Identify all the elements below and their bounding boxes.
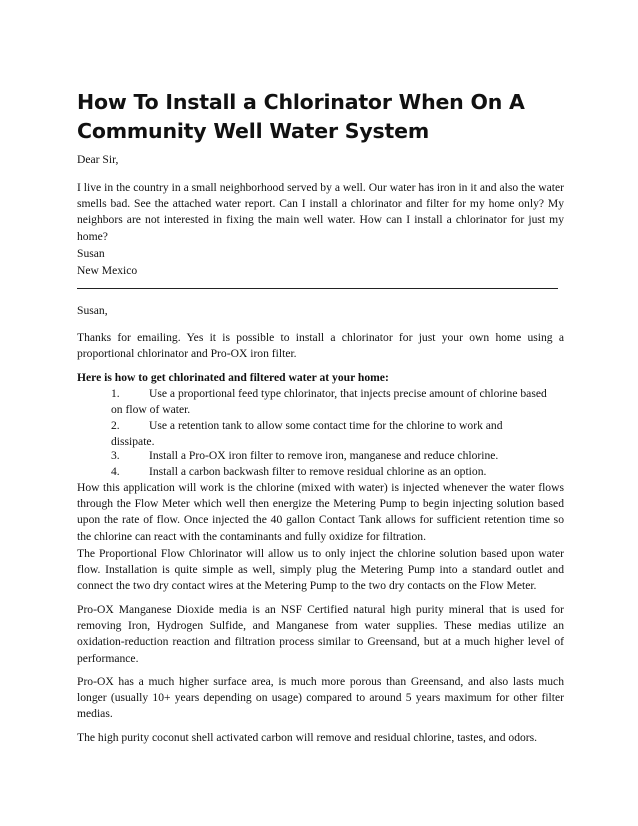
- greeting: Dear Sir,: [77, 153, 119, 166]
- reply-greeting: Susan,: [77, 304, 108, 317]
- signature-name: Susan: [77, 247, 105, 260]
- document-title: [77, 88, 564, 146]
- paragraph-carbon-filter: The high purity coconut shell activated carbon will remove and residual chlorine, tastes, and odors.: [77, 731, 538, 744]
- step-text: Install a Pro-OX iron filter to remove iron, manganese and reduce chlorine.: [149, 449, 499, 462]
- separator-rule: [77, 288, 558, 289]
- title-line-2: Community Well Water System: [77, 119, 429, 143]
- step-text: Use a retention tank to allow some contact time for the chlorine to work and: [149, 419, 503, 432]
- step-item: [111, 464, 564, 480]
- title-line-1: How To Install a Chlorinator When On A: [77, 90, 525, 114]
- step-text: Install a carbon backwash filter to remove residual chlorine as an option.: [149, 465, 487, 478]
- step-item: [111, 418, 564, 450]
- reply-intro: Thanks for emailing. Yes it is possible to install a chlorinator for just your own home using a proportional chlorinator and Pro-OX iron filter.: [77, 331, 564, 361]
- paragraph-proportional-chlorinator: The Proportional Flow Chlorinator will allow us to only inject the chlorine solution based upon water flow. Installation is quite simple as well, simply plug the Metering Pump into a standard outlet and connect the two dry contact wires at the Metering Pump to the two dry contacts on the Flow Meter.: [77, 547, 564, 593]
- paragraph-pro-ox-media: Pro-OX Manganese Dioxide media is an NSF Certified natural high purity mineral that is used for removing Iron, Hydrogen Sulfide, and Manganese from water supplies. These medias utilize an oxidation-reduction reaction and filtration process similar to Greensand, but at a much higher level of performance.: [77, 603, 564, 665]
- paragraph-how-it-works: How this application will work is the chlorine (mixed with water) is injected whenever the water flows through the Flow Meter which well then energize the Metering Pump to begin injecting solution based upon the rate of flow. Once injected the 40 gallon Contact Tank allows for sufficient retention time so the chlorine can react with the contaminants and fully oxidize for filtration.: [77, 481, 564, 543]
- paragraph-pro-ox-longevity: Pro-OX has a much higher surface area, is much more porous than Greensand, and also lasts much longer (usually 10+ years depending on usage) compared to around 5 years maximum for other filter medias.: [77, 675, 564, 721]
- steps-heading: Here is how to get chlorinated and filtered water at your home:: [77, 371, 389, 384]
- step-text-continued: on flow of water.: [111, 403, 191, 417]
- step-item: [111, 448, 564, 464]
- step-item: [111, 386, 564, 418]
- step-text-continued: dissipate.: [111, 435, 155, 449]
- signature: [77, 246, 564, 279]
- signature-place: New Mexico: [77, 263, 138, 277]
- step-number: 2.: [111, 419, 120, 432]
- step-text: Use a proportional feed type chlorinator, that injects precise amount of chlorine based: [149, 387, 547, 400]
- question-paragraph: I live in the country in a small neighborhood served by a well. Our water has iron in it and also the water smells bad. See the attached water report. Can I install a chlorinator and filter for my home only? My neighbors are not interested in fixing the main well water. How can I install a chlorinator for just my home?: [77, 181, 564, 243]
- step-number: 1.: [111, 387, 120, 400]
- step-number: 4.: [111, 465, 120, 478]
- step-number: 3.: [111, 449, 120, 462]
